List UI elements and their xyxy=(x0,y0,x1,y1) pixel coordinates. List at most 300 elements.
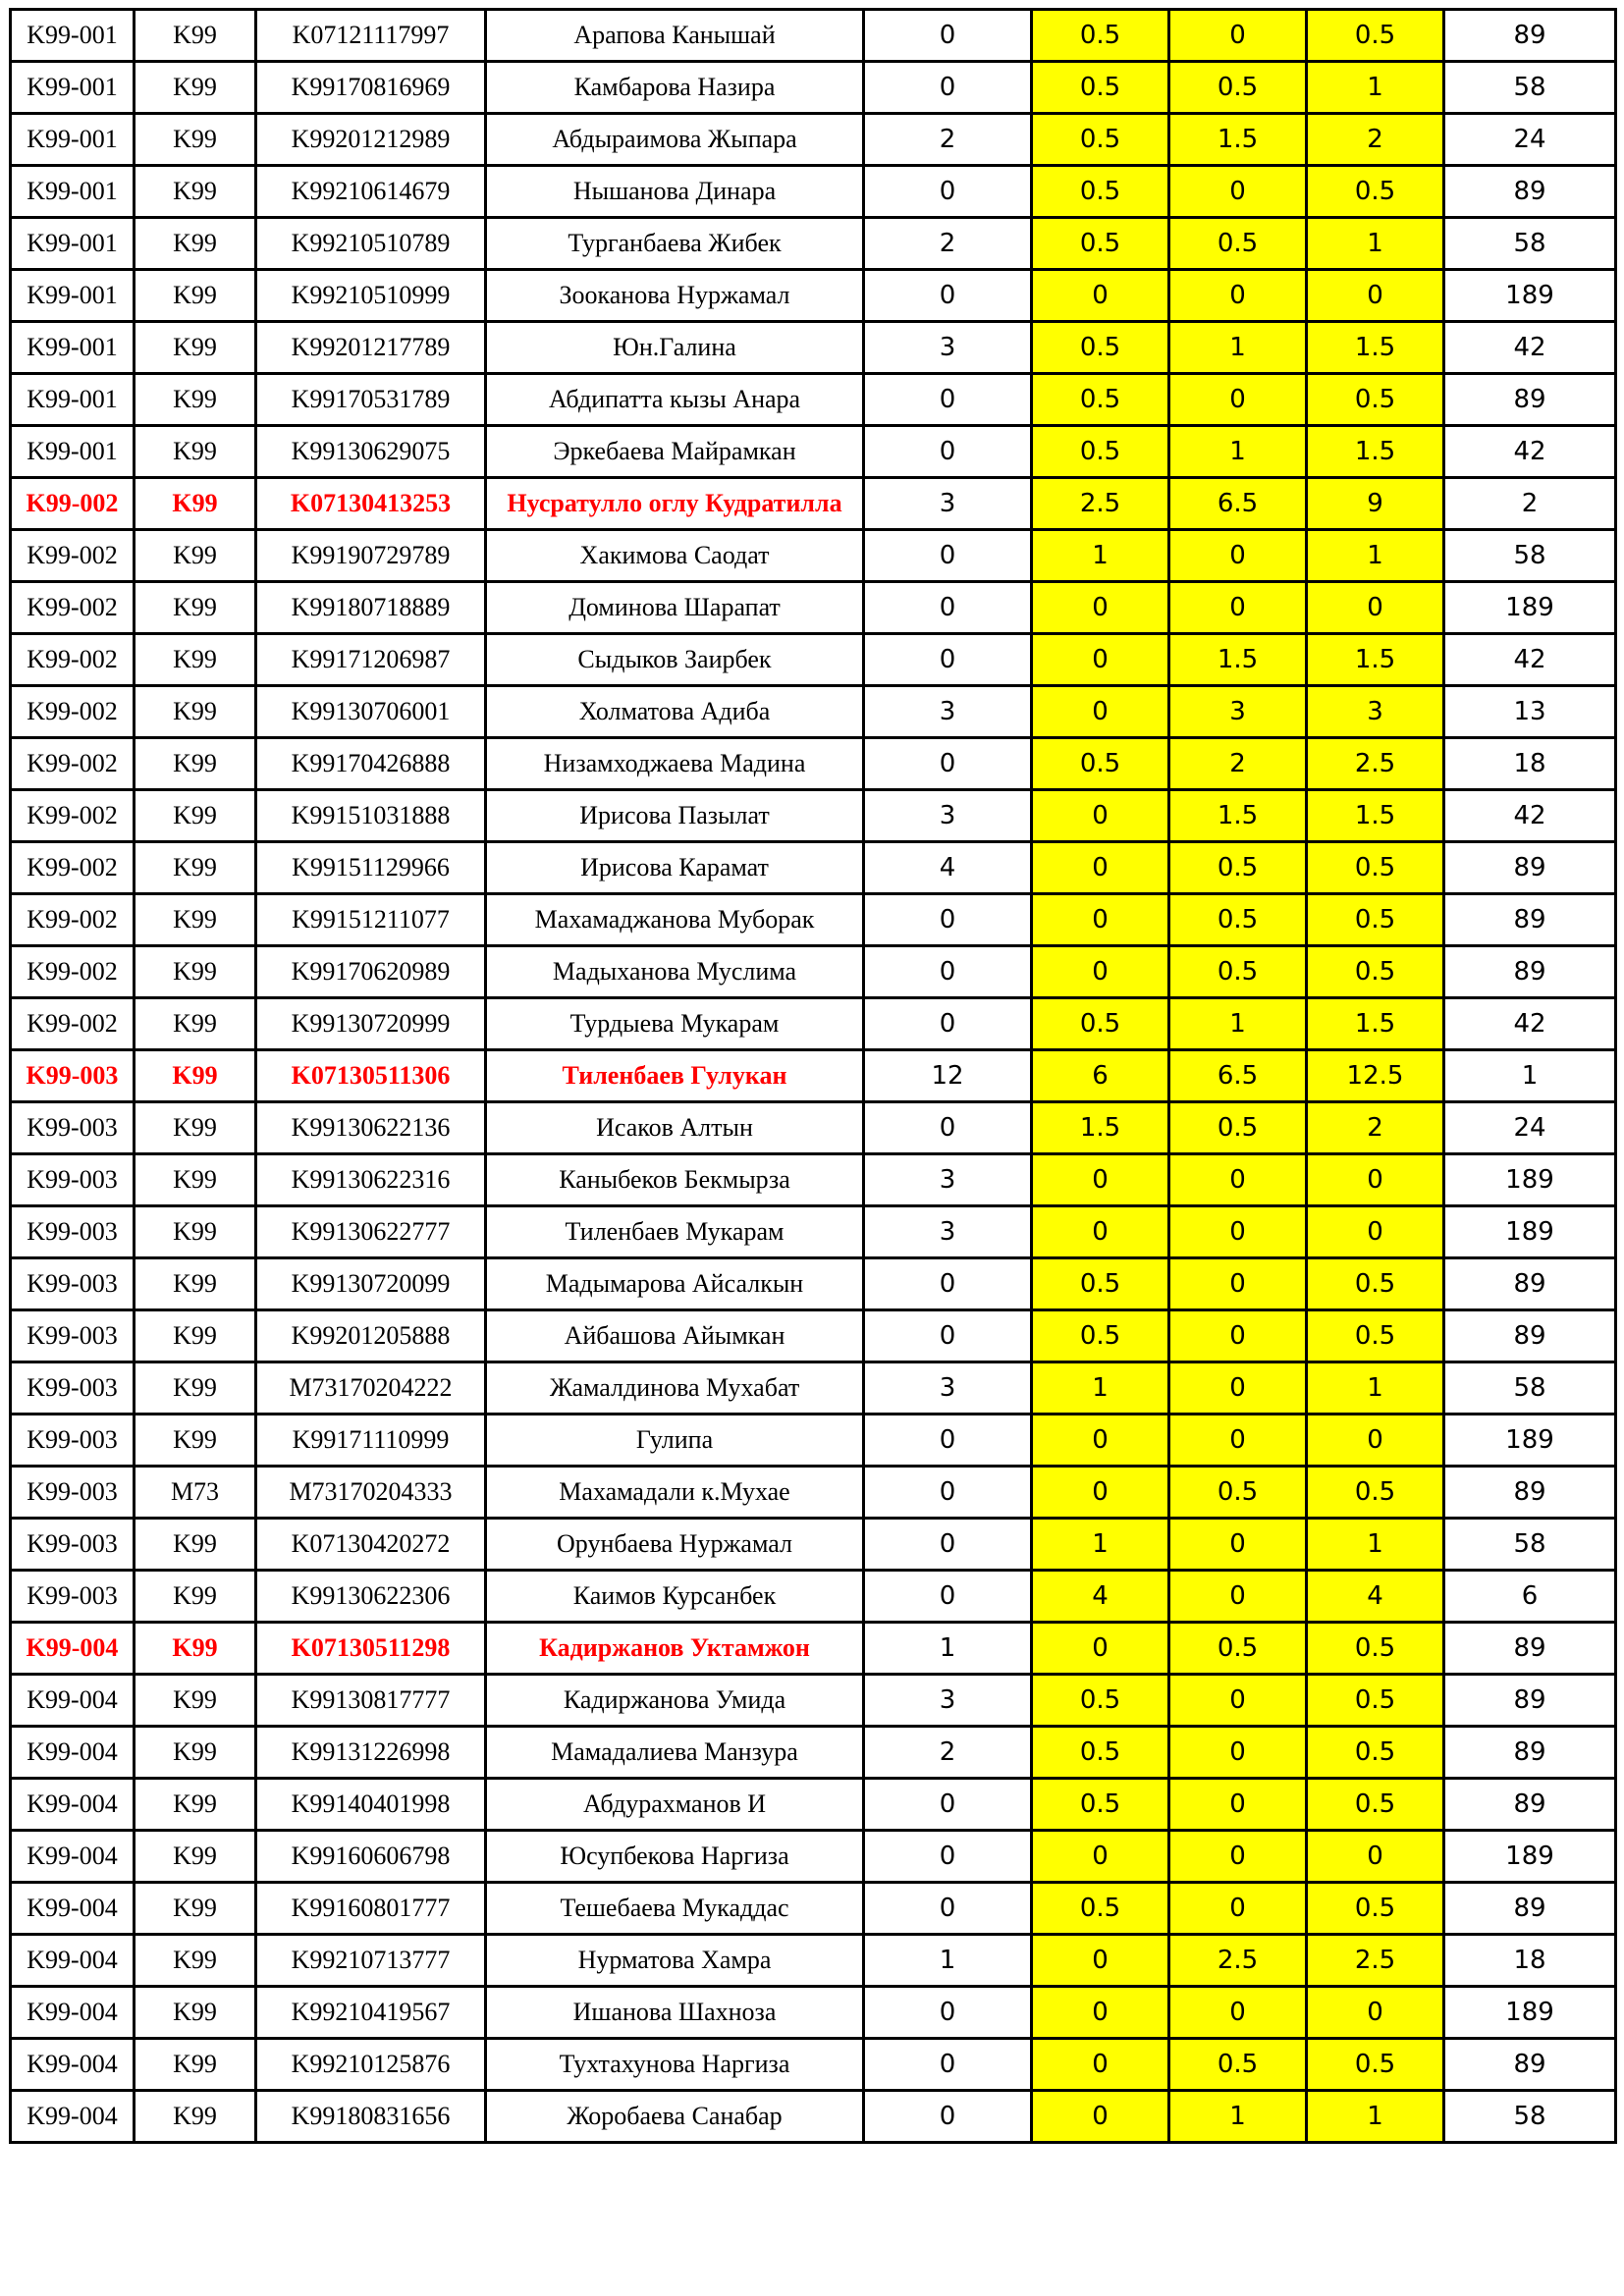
score-1-cell: 0 xyxy=(864,946,1032,998)
total-cell: 2.5 xyxy=(1307,738,1444,790)
score-2-cell: 0.5 xyxy=(1032,166,1169,218)
code-cell: K99 xyxy=(135,426,256,478)
rank-cell: 189 xyxy=(1444,1831,1616,1883)
id-cell: M73170204222 xyxy=(256,1362,486,1415)
table-row xyxy=(11,1258,1616,1310)
name-cell: Камбарова Назира xyxy=(486,62,864,114)
rank-cell: 42 xyxy=(1444,322,1616,374)
group-cell: K99-004 xyxy=(11,1831,135,1883)
rank-cell: 58 xyxy=(1444,218,1616,270)
id-cell: K99130629075 xyxy=(256,426,486,478)
code-cell: K99 xyxy=(135,738,256,790)
score-2-cell: 2.5 xyxy=(1032,478,1169,530)
id-cell: K99210510999 xyxy=(256,270,486,322)
score-2-cell: 0 xyxy=(1032,1831,1169,1883)
id-cell: K99210614679 xyxy=(256,166,486,218)
score-3-cell: 1 xyxy=(1169,998,1307,1050)
name-cell: Ирисова Пазылат xyxy=(486,790,864,842)
id-cell: K99180831656 xyxy=(256,2091,486,2143)
group-cell: K99-002 xyxy=(11,842,135,894)
score-1-cell: 0 xyxy=(864,1571,1032,1623)
table-row xyxy=(11,166,1616,218)
name-cell: Зооканова Нуржамал xyxy=(486,270,864,322)
rank-cell: 189 xyxy=(1444,582,1616,634)
name-cell: Нышанова Динара xyxy=(486,166,864,218)
total-cell: 1 xyxy=(1307,62,1444,114)
group-cell: K99-002 xyxy=(11,686,135,738)
group-cell: K99-002 xyxy=(11,582,135,634)
total-cell: 9 xyxy=(1307,478,1444,530)
rank-cell: 89 xyxy=(1444,1623,1616,1675)
code-cell: K99 xyxy=(135,218,256,270)
code-cell: K99 xyxy=(135,998,256,1050)
rank-cell: 89 xyxy=(1444,1779,1616,1831)
rank-cell: 189 xyxy=(1444,270,1616,322)
code-cell: K99 xyxy=(135,1675,256,1727)
rank-cell: 42 xyxy=(1444,998,1616,1050)
code-cell: K99 xyxy=(135,10,256,62)
name-cell: Хакимова Саодат xyxy=(486,530,864,582)
score-3-cell: 2.5 xyxy=(1169,1935,1307,1987)
total-cell: 0.5 xyxy=(1307,1675,1444,1727)
score-1-cell: 0 xyxy=(864,582,1032,634)
score-3-cell: 0 xyxy=(1169,1571,1307,1623)
group-cell: K99-003 xyxy=(11,1258,135,1310)
rank-cell: 42 xyxy=(1444,426,1616,478)
score-3-cell: 0 xyxy=(1169,10,1307,62)
table-row xyxy=(11,2091,1616,2143)
score-3-cell: 0.5 xyxy=(1169,1623,1307,1675)
total-cell: 0.5 xyxy=(1307,1779,1444,1831)
table-row xyxy=(11,374,1616,426)
score-2-cell: 0.5 xyxy=(1032,998,1169,1050)
group-cell: K99-004 xyxy=(11,1779,135,1831)
table-row xyxy=(11,322,1616,374)
score-2-cell: 0 xyxy=(1032,894,1169,946)
group-cell: K99-003 xyxy=(11,1571,135,1623)
rank-cell: 189 xyxy=(1444,1206,1616,1258)
total-cell: 0 xyxy=(1307,1987,1444,2039)
name-cell: Тиленбаев Гулукан xyxy=(486,1050,864,1102)
score-1-cell: 3 xyxy=(864,1154,1032,1206)
score-3-cell: 0 xyxy=(1169,1727,1307,1779)
code-cell: K99 xyxy=(135,790,256,842)
name-cell: Доминова Шарапат xyxy=(486,582,864,634)
rank-cell: 89 xyxy=(1444,374,1616,426)
table-row xyxy=(11,1987,1616,2039)
score-2-cell: 0.5 xyxy=(1032,218,1169,270)
rank-cell: 58 xyxy=(1444,2091,1616,2143)
id-cell: K99130720999 xyxy=(256,998,486,1050)
table-row xyxy=(11,114,1616,166)
table-row xyxy=(11,1415,1616,1467)
rank-cell: 89 xyxy=(1444,1310,1616,1362)
total-cell: 1.5 xyxy=(1307,790,1444,842)
total-cell: 0 xyxy=(1307,1415,1444,1467)
name-cell: Низамходжаева Мадина xyxy=(486,738,864,790)
rank-cell: 42 xyxy=(1444,634,1616,686)
score-1-cell: 0 xyxy=(864,1779,1032,1831)
total-cell: 0.5 xyxy=(1307,374,1444,426)
table-row xyxy=(11,1310,1616,1362)
code-cell: K99 xyxy=(135,1831,256,1883)
id-cell: M73170204333 xyxy=(256,1467,486,1519)
id-cell: K07130511306 xyxy=(256,1050,486,1102)
total-cell: 2 xyxy=(1307,1102,1444,1154)
score-2-cell: 0.5 xyxy=(1032,1883,1169,1935)
group-cell: K99-003 xyxy=(11,1102,135,1154)
score-3-cell: 0 xyxy=(1169,1675,1307,1727)
table-row xyxy=(11,10,1616,62)
score-3-cell: 0 xyxy=(1169,1415,1307,1467)
name-cell: Айбашова Айымкан xyxy=(486,1310,864,1362)
name-cell: Каимов Курсанбек xyxy=(486,1571,864,1623)
rank-cell: 89 xyxy=(1444,1258,1616,1310)
code-cell: K99 xyxy=(135,166,256,218)
table-row xyxy=(11,1779,1616,1831)
code-cell: K99 xyxy=(135,530,256,582)
results-table xyxy=(9,8,1617,2144)
group-cell: K99-004 xyxy=(11,1727,135,1779)
score-1-cell: 0 xyxy=(864,166,1032,218)
name-cell: Тухтахунова Наргиза xyxy=(486,2039,864,2091)
rank-cell: 189 xyxy=(1444,1154,1616,1206)
code-cell: K99 xyxy=(135,1779,256,1831)
score-2-cell: 0.5 xyxy=(1032,1727,1169,1779)
total-cell: 0 xyxy=(1307,1831,1444,1883)
group-cell: K99-002 xyxy=(11,946,135,998)
name-cell: Нусратулло оглу Кудратилла xyxy=(486,478,864,530)
table-row xyxy=(11,582,1616,634)
group-cell: K99-004 xyxy=(11,1883,135,1935)
score-1-cell: 3 xyxy=(864,478,1032,530)
table-row xyxy=(11,1727,1616,1779)
name-cell: Абдурахманов И xyxy=(486,1779,864,1831)
score-1-cell: 0 xyxy=(864,1519,1032,1571)
code-cell: M73 xyxy=(135,1467,256,1519)
score-2-cell: 0.5 xyxy=(1032,374,1169,426)
total-cell: 1.5 xyxy=(1307,426,1444,478)
name-cell: Исаков Алтын xyxy=(486,1102,864,1154)
score-3-cell: 0 xyxy=(1169,374,1307,426)
table-row xyxy=(11,62,1616,114)
table-row xyxy=(11,1831,1616,1883)
score-3-cell: 1.5 xyxy=(1169,790,1307,842)
score-1-cell: 0 xyxy=(864,1883,1032,1935)
score-3-cell: 0 xyxy=(1169,1310,1307,1362)
score-3-cell: 0 xyxy=(1169,582,1307,634)
table-row xyxy=(11,530,1616,582)
id-cell: K99201217789 xyxy=(256,322,486,374)
total-cell: 0.5 xyxy=(1307,1623,1444,1675)
table-row xyxy=(11,426,1616,478)
code-cell: K99 xyxy=(135,1935,256,1987)
score-3-cell: 0.5 xyxy=(1169,842,1307,894)
total-cell: 2 xyxy=(1307,114,1444,166)
rank-cell: 89 xyxy=(1444,1675,1616,1727)
score-3-cell: 0 xyxy=(1169,1519,1307,1571)
table-row-highlighted xyxy=(11,1623,1616,1675)
name-cell: Арапова Канышай xyxy=(486,10,864,62)
name-cell: Ирисова Карамат xyxy=(486,842,864,894)
total-cell: 0.5 xyxy=(1307,946,1444,998)
total-cell: 0.5 xyxy=(1307,2039,1444,2091)
total-cell: 0.5 xyxy=(1307,1883,1444,1935)
id-cell: K99130622136 xyxy=(256,1102,486,1154)
score-1-cell: 3 xyxy=(864,1206,1032,1258)
code-cell: K99 xyxy=(135,374,256,426)
rank-cell: 18 xyxy=(1444,738,1616,790)
score-3-cell: 1 xyxy=(1169,2091,1307,2143)
table-row-highlighted xyxy=(11,1050,1616,1102)
code-cell: K99 xyxy=(135,946,256,998)
score-3-cell: 2 xyxy=(1169,738,1307,790)
score-2-cell: 0.5 xyxy=(1032,1675,1169,1727)
code-cell: K99 xyxy=(135,114,256,166)
group-cell: K99-001 xyxy=(11,322,135,374)
score-2-cell: 0.5 xyxy=(1032,1258,1169,1310)
score-3-cell: 0 xyxy=(1169,166,1307,218)
score-3-cell: 0.5 xyxy=(1169,1467,1307,1519)
score-1-cell: 0 xyxy=(864,1258,1032,1310)
id-cell: K99151129966 xyxy=(256,842,486,894)
score-2-cell: 0.5 xyxy=(1032,322,1169,374)
code-cell: K99 xyxy=(135,1623,256,1675)
code-cell: K99 xyxy=(135,478,256,530)
total-cell: 0 xyxy=(1307,270,1444,322)
rank-cell: 58 xyxy=(1444,530,1616,582)
score-2-cell: 0 xyxy=(1032,634,1169,686)
name-cell: Нурматова Хамра xyxy=(486,1935,864,1987)
group-cell: K99-002 xyxy=(11,738,135,790)
score-1-cell: 3 xyxy=(864,322,1032,374)
total-cell: 0.5 xyxy=(1307,166,1444,218)
rank-cell: 2 xyxy=(1444,478,1616,530)
score-2-cell: 0 xyxy=(1032,946,1169,998)
name-cell: Кадиржанова Умида xyxy=(486,1675,864,1727)
score-3-cell: 3 xyxy=(1169,686,1307,738)
total-cell: 2.5 xyxy=(1307,1935,1444,1987)
id-cell: K99130622316 xyxy=(256,1154,486,1206)
name-cell: Абдыраимова Жыпара xyxy=(486,114,864,166)
name-cell: Мамадалиева Манзура xyxy=(486,1727,864,1779)
score-3-cell: 0 xyxy=(1169,1362,1307,1415)
code-cell: K99 xyxy=(135,1519,256,1571)
table-row xyxy=(11,1883,1616,1935)
group-cell: K99-004 xyxy=(11,1987,135,2039)
total-cell: 12.5 xyxy=(1307,1050,1444,1102)
total-cell: 1 xyxy=(1307,1362,1444,1415)
score-2-cell: 0 xyxy=(1032,686,1169,738)
name-cell: Ишанова Шахноза xyxy=(486,1987,864,2039)
rank-cell: 58 xyxy=(1444,1519,1616,1571)
code-cell: K99 xyxy=(135,1310,256,1362)
group-cell: K99-003 xyxy=(11,1467,135,1519)
name-cell: Тешебаева Мукаддас xyxy=(486,1883,864,1935)
rank-cell: 24 xyxy=(1444,114,1616,166)
score-1-cell: 0 xyxy=(864,1415,1032,1467)
code-cell: K99 xyxy=(135,1571,256,1623)
score-3-cell: 6.5 xyxy=(1169,478,1307,530)
id-cell: K99190729789 xyxy=(256,530,486,582)
name-cell: Каныбеков Бекмырза xyxy=(486,1154,864,1206)
table-body xyxy=(11,10,1616,2143)
code-cell: K99 xyxy=(135,582,256,634)
score-1-cell: 0 xyxy=(864,1987,1032,2039)
score-2-cell: 0.5 xyxy=(1032,1779,1169,1831)
score-2-cell: 0 xyxy=(1032,270,1169,322)
table-row xyxy=(11,1467,1616,1519)
table-row xyxy=(11,1935,1616,1987)
total-cell: 1 xyxy=(1307,218,1444,270)
rank-cell: 42 xyxy=(1444,790,1616,842)
table-row xyxy=(11,634,1616,686)
score-1-cell: 0 xyxy=(864,426,1032,478)
score-1-cell: 0 xyxy=(864,2039,1032,2091)
score-3-cell: 0.5 xyxy=(1169,946,1307,998)
name-cell: Гулипа xyxy=(486,1415,864,1467)
id-cell: K99180718889 xyxy=(256,582,486,634)
group-cell: K99-001 xyxy=(11,218,135,270)
id-cell: K99201205888 xyxy=(256,1310,486,1362)
score-1-cell: 4 xyxy=(864,842,1032,894)
table-row xyxy=(11,686,1616,738)
score-1-cell: 0 xyxy=(864,62,1032,114)
name-cell: Холматова Адиба xyxy=(486,686,864,738)
id-cell: K99130706001 xyxy=(256,686,486,738)
table-row xyxy=(11,1675,1616,1727)
name-cell: Тиленбаев Мукарам xyxy=(486,1206,864,1258)
score-1-cell: 3 xyxy=(864,1362,1032,1415)
score-2-cell: 1 xyxy=(1032,1519,1169,1571)
score-2-cell: 0 xyxy=(1032,1206,1169,1258)
name-cell: Сыдыков Заирбек xyxy=(486,634,864,686)
group-cell: K99-004 xyxy=(11,1935,135,1987)
name-cell: Кадиржанов Уктамжон xyxy=(486,1623,864,1675)
score-2-cell: 0 xyxy=(1032,1467,1169,1519)
name-cell: Турганбаева Жибек xyxy=(486,218,864,270)
id-cell: K99151031888 xyxy=(256,790,486,842)
score-2-cell: 0 xyxy=(1032,842,1169,894)
total-cell: 1.5 xyxy=(1307,998,1444,1050)
group-cell: K99-003 xyxy=(11,1415,135,1467)
table-row xyxy=(11,1571,1616,1623)
code-cell: K99 xyxy=(135,894,256,946)
score-1-cell: 2 xyxy=(864,114,1032,166)
name-cell: Орунбаева Нуржамал xyxy=(486,1519,864,1571)
id-cell: K99210419567 xyxy=(256,1987,486,2039)
name-cell: Абдипатта кызы Анара xyxy=(486,374,864,426)
group-cell: K99-003 xyxy=(11,1362,135,1415)
table-row xyxy=(11,738,1616,790)
total-cell: 1.5 xyxy=(1307,322,1444,374)
score-2-cell: 0 xyxy=(1032,582,1169,634)
group-cell: K99-001 xyxy=(11,114,135,166)
rank-cell: 89 xyxy=(1444,1467,1616,1519)
group-cell: K99-004 xyxy=(11,1623,135,1675)
table-row xyxy=(11,218,1616,270)
score-3-cell: 0.5 xyxy=(1169,62,1307,114)
score-1-cell: 0 xyxy=(864,374,1032,426)
score-2-cell: 0.5 xyxy=(1032,426,1169,478)
code-cell: K99 xyxy=(135,1206,256,1258)
name-cell: Махамадали к.Мухае xyxy=(486,1467,864,1519)
code-cell: K99 xyxy=(135,1987,256,2039)
total-cell: 4 xyxy=(1307,1571,1444,1623)
score-2-cell: 0 xyxy=(1032,1935,1169,1987)
total-cell: 0 xyxy=(1307,1206,1444,1258)
table-row xyxy=(11,790,1616,842)
code-cell: K99 xyxy=(135,2091,256,2143)
group-cell: K99-002 xyxy=(11,634,135,686)
rank-cell: 58 xyxy=(1444,62,1616,114)
code-cell: K99 xyxy=(135,634,256,686)
rank-cell: 6 xyxy=(1444,1571,1616,1623)
score-2-cell: 0 xyxy=(1032,1623,1169,1675)
name-cell: Турдыева Мукарам xyxy=(486,998,864,1050)
rank-cell: 89 xyxy=(1444,2039,1616,2091)
score-2-cell: 0.5 xyxy=(1032,114,1169,166)
total-cell: 0.5 xyxy=(1307,10,1444,62)
score-1-cell: 0 xyxy=(864,634,1032,686)
total-cell: 0.5 xyxy=(1307,894,1444,946)
name-cell: Юн.Галина xyxy=(486,322,864,374)
total-cell: 1.5 xyxy=(1307,634,1444,686)
score-1-cell: 1 xyxy=(864,1935,1032,1987)
rank-cell: 189 xyxy=(1444,1987,1616,2039)
name-cell: Мадымарова Айсалкын xyxy=(486,1258,864,1310)
name-cell: Жоробаева Санабар xyxy=(486,2091,864,2143)
total-cell: 0.5 xyxy=(1307,1310,1444,1362)
group-cell: K99-003 xyxy=(11,1050,135,1102)
rank-cell: 58 xyxy=(1444,1362,1616,1415)
score-1-cell: 0 xyxy=(864,270,1032,322)
group-cell: K99-003 xyxy=(11,1206,135,1258)
score-3-cell: 1 xyxy=(1169,426,1307,478)
score-2-cell: 1 xyxy=(1032,530,1169,582)
id-cell: K99130817777 xyxy=(256,1675,486,1727)
group-cell: K99-004 xyxy=(11,2039,135,2091)
score-2-cell: 1.5 xyxy=(1032,1102,1169,1154)
score-2-cell: 4 xyxy=(1032,1571,1169,1623)
total-cell: 1 xyxy=(1307,2091,1444,2143)
table-row xyxy=(11,1102,1616,1154)
score-1-cell: 0 xyxy=(864,894,1032,946)
group-cell: K99-002 xyxy=(11,478,135,530)
id-cell: K07130413253 xyxy=(256,478,486,530)
score-2-cell: 1 xyxy=(1032,1362,1169,1415)
score-3-cell: 0 xyxy=(1169,1987,1307,2039)
rank-cell: 89 xyxy=(1444,166,1616,218)
name-cell: Жамалдинова Мухабат xyxy=(486,1362,864,1415)
score-2-cell: 6 xyxy=(1032,1050,1169,1102)
score-3-cell: 0 xyxy=(1169,1883,1307,1935)
id-cell: K07130511298 xyxy=(256,1623,486,1675)
code-cell: K99 xyxy=(135,686,256,738)
group-cell: K99-004 xyxy=(11,1675,135,1727)
score-1-cell: 12 xyxy=(864,1050,1032,1102)
score-3-cell: 0 xyxy=(1169,270,1307,322)
group-cell: K99-004 xyxy=(11,2091,135,2143)
score-2-cell: 0 xyxy=(1032,1154,1169,1206)
id-cell: K99151211077 xyxy=(256,894,486,946)
score-1-cell: 0 xyxy=(864,2091,1032,2143)
rank-cell: 89 xyxy=(1444,946,1616,998)
score-3-cell: 1.5 xyxy=(1169,634,1307,686)
total-cell: 0.5 xyxy=(1307,842,1444,894)
code-cell: K99 xyxy=(135,1362,256,1415)
score-3-cell: 0.5 xyxy=(1169,1102,1307,1154)
